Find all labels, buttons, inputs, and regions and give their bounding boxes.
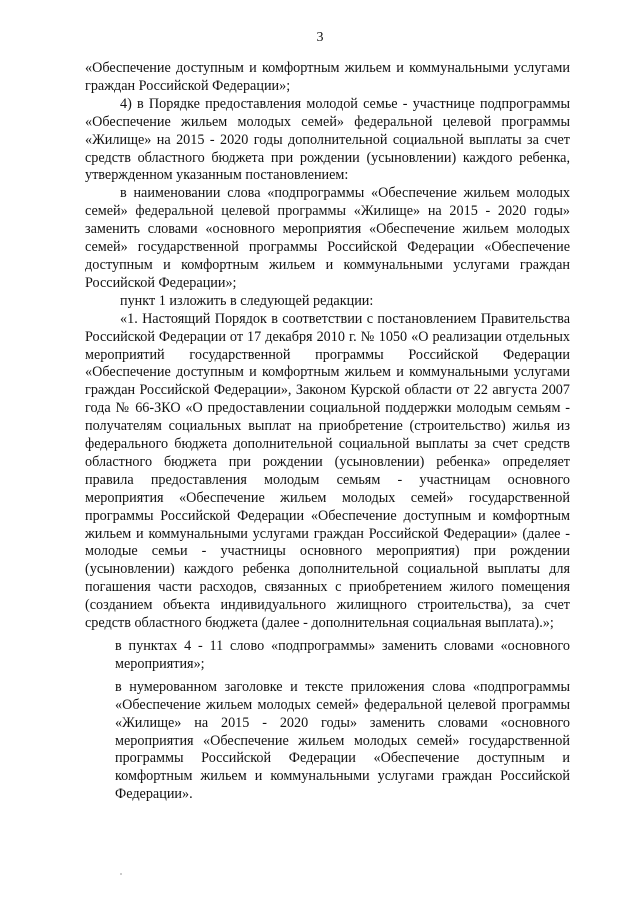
paragraph-point-1-new-text: «1. Настоящий Порядок в соответствии с постановлением Правительства Российской Федерации от 17 декабря 2010 г. № 1050 «О реализации отдельных мероприятий государственной программы Российской Федерации «Обеспечение доступным и комфортным жильем и коммунальными услугами граждан Российской Федерации», Законом Курской области от 22 августа 2007 года № 66-ЗКО «О предоставлении социальной поддержки молодым семьям - получателям социальных выплат на приобретение (строительство) жилья из федерального бюджета дополнительной социальной выплаты за счет средств областного бюджета при рождении (усыновлении) ребенка» определяет правила предоставления молодым семьям - участницам основного мероприятия «Обеспечение жильем молодых семей» государственной программы Российской Федерации «Обеспечение доступным и комфортным жильем и коммунальными услугами граждан Российской Федерации» (далее - молодые семьи - участницы основного мероприятия) при рождении (усыновлении) каждого ребенка дополнительной социальной выплаты для погашения части расходов, связанных с приобретением жилого помещения (созданием объекта индивидуального жилищного строительства), за счет средств областного бюджета (далее - дополнительная социальная выплата).»;	[85, 310, 570, 632]
paragraph-point-1-intro: пункт 1 изложить в следующей редакции:	[120, 292, 374, 309]
paragraph-item-4: 4) в Порядке предоставления молодой семье - участнице подпрограммы «Обеспечение жильем молодых семей» федеральной целевой программы «Жилище» на 2015 - 2020 годы дополнительной социальной выплаты за счет средств областного бюджета при рождении (усыновлении) каждого ребенка, утвержденном указанным постановлением:	[85, 95, 570, 184]
page-number: 3	[316, 30, 324, 45]
paragraph-points-4-11: в пунктах 4 - 11 слово «подпрограммы» заменить словами «основного мероприятия»;	[115, 638, 570, 672]
paragraph-program-name-ending: «Обеспечение доступным и комфортным жильем и коммунальными услугами граждан Российской Федерации»;	[85, 60, 570, 94]
paragraph-title-amendment: в наименовании слова «подпрограммы «Обеспечение жильем молодых семей» федеральной целевой программы «Жилище» на 2015 - 2020 годы» заменить словами «основного мероприятия «Обеспечение жильем молодых семей» государственной программы Российской Федерации «Обеспечение доступным и комфортным жильем и коммунальными услугами граждан Российской Федерации»;	[85, 185, 570, 291]
paragraph-appendix-amendment: в нумерованном заголовке и тексте приложения слова «подпрограммы «Обеспечение жильем молодых семей» федеральной целевой программы «Жилище» на 2015 - 2020 годы» заменить словами «основного мероприятия «Обеспечение жильем молодых семей» государственной программы Российской Федерации «Обеспечение доступным и комфортным жильем и коммунальными услугами граждан Российской Федерации».	[115, 678, 570, 803]
document-body	[85, 60, 570, 804]
scan-dot	[120, 873, 122, 875]
